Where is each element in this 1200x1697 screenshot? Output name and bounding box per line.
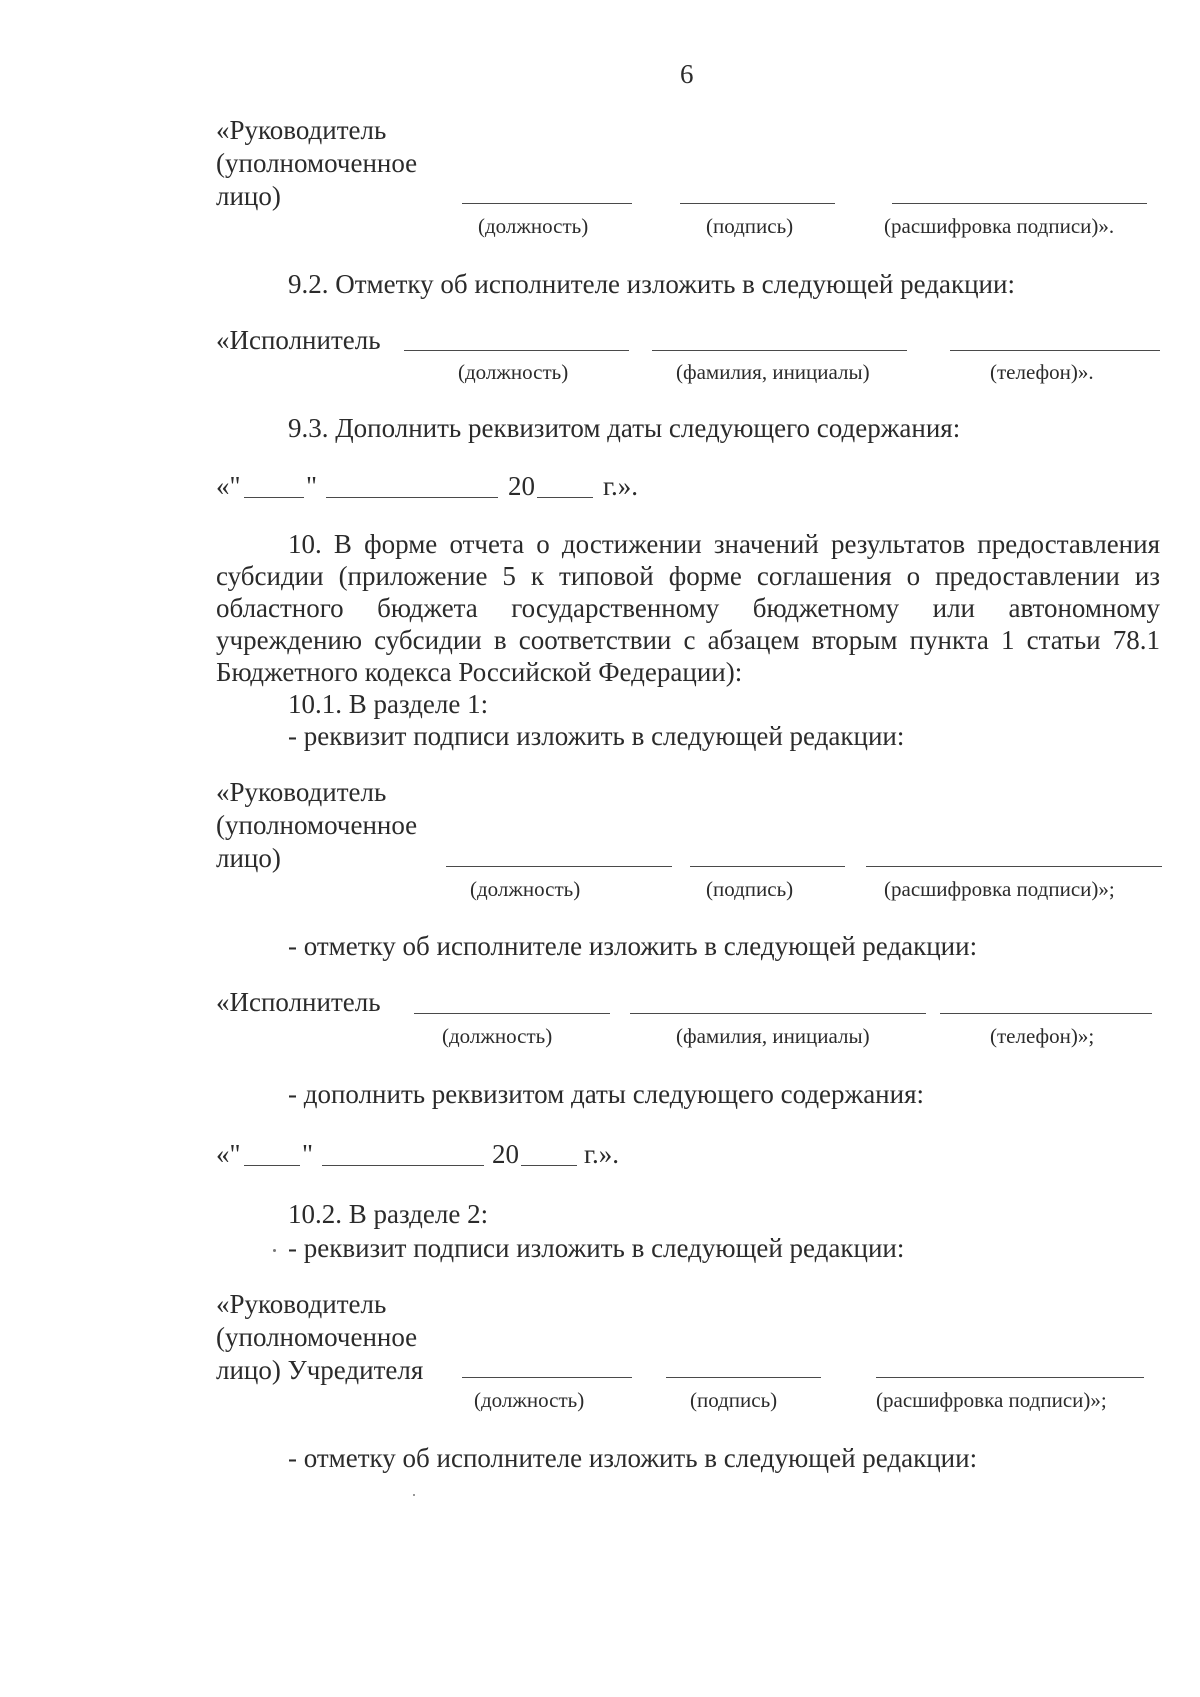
sig3-caption-signature: (подпись)	[690, 1388, 778, 1412]
exec2-caption-name: (фамилия, инициалы)	[676, 1024, 870, 1048]
exec2-phone-line	[940, 1013, 1152, 1014]
sig3-signature-line	[666, 1377, 821, 1378]
sig2-signature-line	[690, 866, 845, 867]
paragraph-10-2-item: - реквизит подписи изложить в следующей редакции:	[288, 1233, 905, 1263]
sig1-position-line	[462, 203, 632, 204]
sig3-caption-decoding: (расшифровка подписи)»;	[876, 1388, 1107, 1412]
exec2-position-line	[414, 1013, 610, 1014]
exec2-label: «Исполнитель	[216, 987, 381, 1017]
item-exec-2: - отметку об исполнителе изложить в следующей редакции:	[288, 931, 978, 961]
paragraph-9-2: 9.2. Отметку об исполнителе изложить в следующей редакции:	[288, 269, 1015, 299]
date1-day-line	[244, 497, 304, 498]
sig1-title-line-1: «Руководитель	[216, 115, 387, 145]
sig2-caption-signature: (подпись)	[706, 877, 794, 901]
sig1-caption-signature: (подпись)	[706, 214, 794, 238]
sig3-caption-position: (должность)	[474, 1388, 585, 1412]
date2-day-line	[244, 1165, 300, 1166]
item-date-2: - дополнить реквизитом даты следующего содержания:	[288, 1079, 925, 1109]
sig2-position-line	[446, 866, 672, 867]
sig3-title-line-1: «Руководитель	[216, 1289, 387, 1319]
sig2-title-line-3: лицо)	[216, 843, 281, 873]
paragraph-10-1: 10.1. В разделе 1:	[288, 689, 489, 719]
date1-year-prefix: 20	[508, 471, 535, 501]
exec2-caption-phone: (телефон)»;	[990, 1024, 1095, 1048]
sig2-decoding-line	[866, 866, 1162, 867]
sig1-title-line-3: лицо)	[216, 181, 281, 211]
exec1-caption-phone: (телефон)».	[990, 360, 1094, 384]
exec1-label: «Исполнитель	[216, 325, 381, 355]
item-exec-3: - отметку об исполнителе изложить в следующей редакции:	[288, 1443, 978, 1473]
date2-end: г.».	[584, 1139, 620, 1169]
sig2-caption-position: (должность)	[470, 877, 581, 901]
date1-end: г.».	[603, 471, 639, 501]
exec1-position-line	[404, 350, 629, 351]
sig1-caption-position: (должность)	[478, 214, 589, 238]
sig1-decoding-line	[892, 203, 1147, 204]
paragraph-10-2: 10.2. В разделе 2:	[288, 1199, 489, 1229]
sig1-title-line-2: (уполномоченное	[216, 148, 418, 178]
scan-speck	[273, 1249, 276, 1252]
date2-month-line	[322, 1165, 484, 1166]
exec1-caption-position: (должность)	[458, 360, 569, 384]
sig3-decoding-line	[876, 1377, 1144, 1378]
date2-year-line	[521, 1165, 577, 1166]
exec1-caption-name: (фамилия, инициалы)	[676, 360, 870, 384]
date1-open-quote: «"	[216, 471, 241, 501]
exec2-name-line	[630, 1013, 926, 1014]
date2-year-prefix: 20	[492, 1139, 519, 1169]
sig3-position-line	[462, 1377, 632, 1378]
sig3-title-line-3: лицо) Учредителя	[216, 1355, 424, 1385]
date1-close-quote: "	[306, 471, 318, 501]
sig1-caption-decoding: (расшифровка подписи)».	[884, 214, 1115, 238]
date2-open-quote: «"	[216, 1139, 241, 1169]
sig2-title-line-2: (уполномоченное	[216, 810, 418, 840]
page-number: 6	[680, 59, 694, 89]
sig2-caption-decoding: (расшифровка подписи)»;	[884, 877, 1115, 901]
exec1-name-line	[652, 350, 907, 351]
paragraph-10-1-item: - реквизит подписи изложить в следующей редакции:	[288, 721, 905, 751]
paragraph-9-3: 9.3. Дополнить реквизитом даты следующего содержания:	[288, 413, 961, 443]
exec1-phone-line	[950, 350, 1160, 351]
paragraph-10: 10. В форме отчета о достижении значений результатов предоставления субсидии (приложение 5 к типовой форме соглашения о предоставлении из областного бюджета государственному бюджетному или автономному учреждению субсидии в соответствии с абзацем вторым пункта 1 статьи 78.1 Бюджетного кодекса Российской Федерации):	[216, 529, 1160, 687]
date2-close-quote: "	[302, 1139, 314, 1169]
sig2-title-line-1: «Руководитель	[216, 777, 387, 807]
date1-year-line	[537, 497, 593, 498]
sig3-title-line-2: (уполномоченное	[216, 1322, 418, 1352]
scan-speck	[413, 1494, 415, 1496]
exec2-caption-position: (должность)	[442, 1024, 553, 1048]
sig1-signature-line	[680, 203, 835, 204]
date1-month-line	[326, 497, 498, 498]
